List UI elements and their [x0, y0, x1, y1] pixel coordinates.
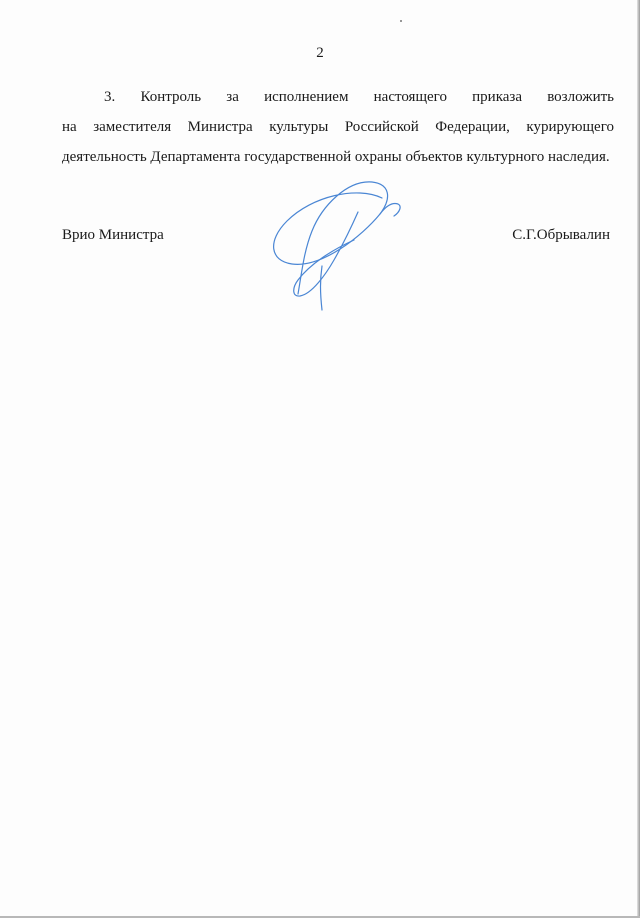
handwritten-signature-icon: [262, 176, 412, 316]
paragraph-line-1: 3. Контроль за исполнением настоящего приказа возложить: [104, 89, 614, 105]
paragraph-line-2: на заместителя Министра культуры Российской Федерации, курирующего: [62, 119, 614, 135]
paragraph: [62, 82, 614, 172]
paragraph-line-3: деятельность Департамента государственной охраны объектов культурного наследия.: [62, 149, 610, 165]
signer-name: С.Г.Обрывалин: [512, 227, 610, 243]
signer-title: Врио Министра: [62, 227, 164, 243]
scan-speck: [400, 20, 402, 22]
page-number: 2: [316, 45, 324, 61]
